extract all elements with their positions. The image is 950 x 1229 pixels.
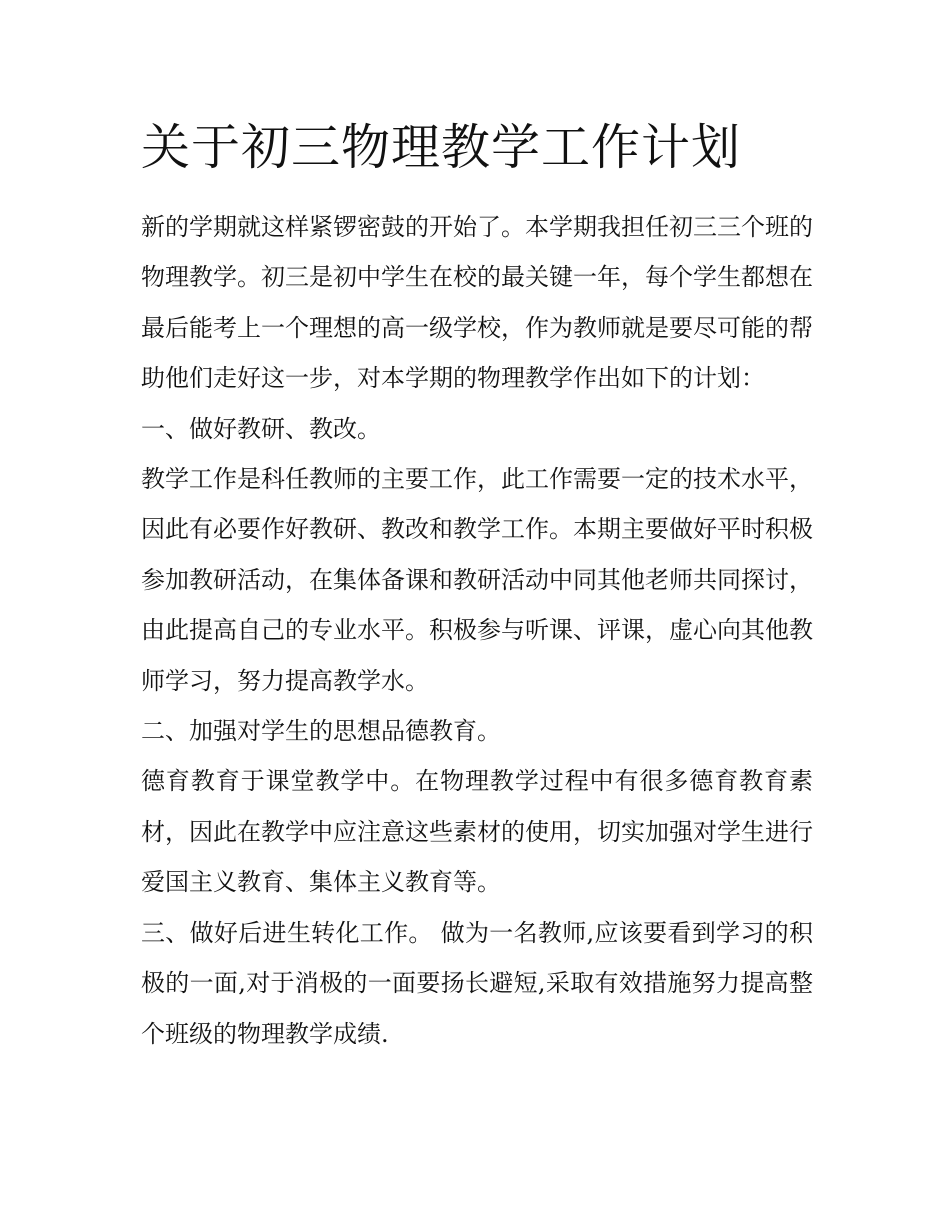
document-content — [141, 112, 813, 1059]
section-heading-2: 二、加强对学生的思想品德教育。 — [141, 717, 501, 746]
intro-paragraph: 新的学期就这样紧锣密鼓的开始了。本学期我担任初三三个班的物理教学。初三是初中学生在校的最关键一年，每个学生都想在最后能考上一个理想的高一级学校，作为教师就是要尽可能的帮助他们走好这一步，对本学期的物理教学作出如下的计划： — [141, 213, 813, 393]
section-paragraph-3: 三、做好后进生转化工作。 做为一名教师,应该要看到学习的积极的一面,对于消极的一面要扬长避短,采取有效措施努力提高整个班级的物理教学成绩. — [141, 918, 813, 1048]
document-title: 关于初三物理教学工作计划 — [141, 119, 742, 176]
document-body — [141, 202, 813, 1059]
section-paragraph-1: 教学工作是科任教师的主要工作，此工作需要一定的技术水平，因此有必要作好教研、教改和教学工作。本期主要做好平时积极参加教研活动，在集体备课和教研活动中同其他老师共同探讨，由此提高自己的专业水平。积极参与听课、评课，虚心向其他教师学习，努力提高教学水。 — [141, 465, 813, 695]
section-heading-1: 一、做好教研、教改。 — [141, 414, 381, 443]
section-paragraph-2: 德育教育于课堂教学中。在物理教学过程中有很多德育教育素材，因此在教学中应注意这些素材的使用，切实加强对学生进行爱国主义教育、集体主义教育等。 — [141, 767, 813, 897]
